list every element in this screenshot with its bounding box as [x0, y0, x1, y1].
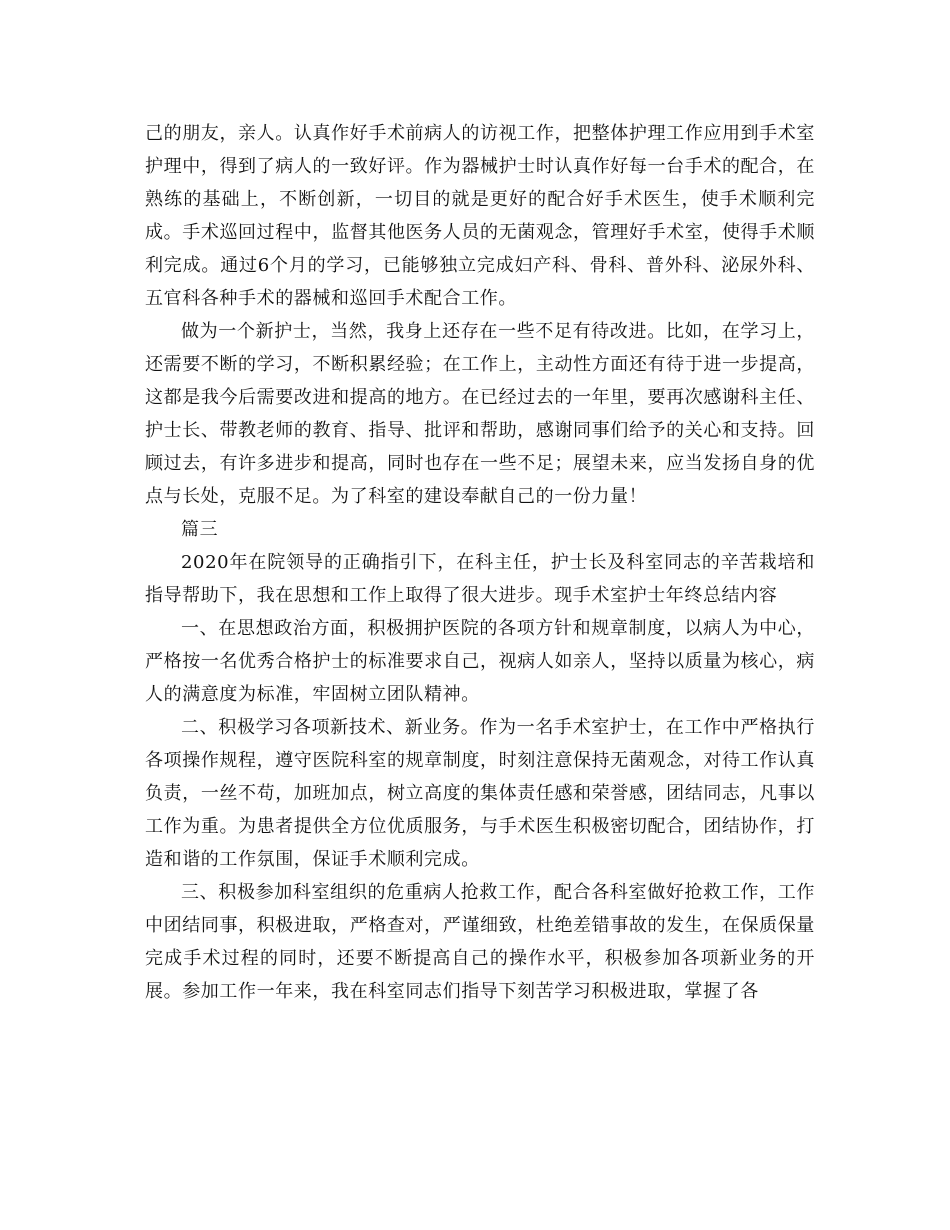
- paragraph-6: 三、积极参加科室组织的危重病人抢救工作，配合各科室做好抢救工作，工作中团结同事，积极进取，严格查对，严谨细致，杜绝差错事故的发生，在保质保量完成手术过程的同时，还要不断提高自己的操作水平，积极参加各项新业务的开展。参加工作一年来，我在科室同志们指导下刻苦学习积极进取，掌握了各: [145, 882, 815, 1002]
- section-heading: 篇三: [181, 519, 219, 540]
- paragraph-5: 二、积极学习各项新技术、新业务。作为一名手术室护士，在工作中严格执行各项操作规程，遵守医院科室的规章制度，时刻注意保持无菌观念，对待工作认真负责，一丝不苟，加班加点，树立高度的集体责任感和荣誉感，团结同志，凡事以工作为重。为患者提供全方位优质服务，与手术医生积极密切配合，团结协作，打造和谐的工作氛围，保证手术顺利完成。: [145, 717, 815, 870]
- paragraph-1: 己的朋友，亲人。认真作好手术前病人的访视工作，把整体护理工作应用到手术室护理中，得到了病人的一致好评。作为器械护士时认真作好每一台手术的配合，在熟练的基础上，不断创新，一切目的就是更好的配合好手术医生，使手术顺利完成。手术巡回过程中，监督其他医务人员的无菌观念，管理好手术室，使得手术顺利完成。通过6个月的学习，已能够独立完成妇产科、骨科、普外科、泌尿外科、五官科各种手术的器械和巡回手术配合工作。: [145, 123, 815, 309]
- paragraph-4: 一、在思想政治方面，积极拥护医院的各项方针和规章制度，以病人为中心，严格按一名优秀合格护士的标准要求自己，视病人如亲人，坚持以质量为核心，病人的满意度为标准，牢固树立团队精神。: [145, 618, 815, 705]
- paragraph-2: 做为一个新护士，当然，我身上还存在一些不足有待改进。比如，在学习上，还需要不断的学习，不断积累经验；在工作上，主动性方面还有待于进一步提高，这都是我今后需要改进和提高的地方。在已经过去的一年里，要再次感谢科主任、护士长、带教老师的教育、指导、批评和帮助，感谢同事们给予的关心和支持。回顾过去，有许多进步和提高，同时也存在一些不足；展望未来，应当发扬自身的优点与长处，克服不足。为了科室的建设奉献自己的一份力量！: [145, 321, 815, 507]
- document-body: [145, 117, 815, 1008]
- paragraph-3: 2020年在院领导的正确指引下，在科主任，护士长及科室同志的辛苦栽培和指导帮助下，我在思想和工作上取得了很大进步。现手术室护士年终总结内容: [145, 552, 815, 606]
